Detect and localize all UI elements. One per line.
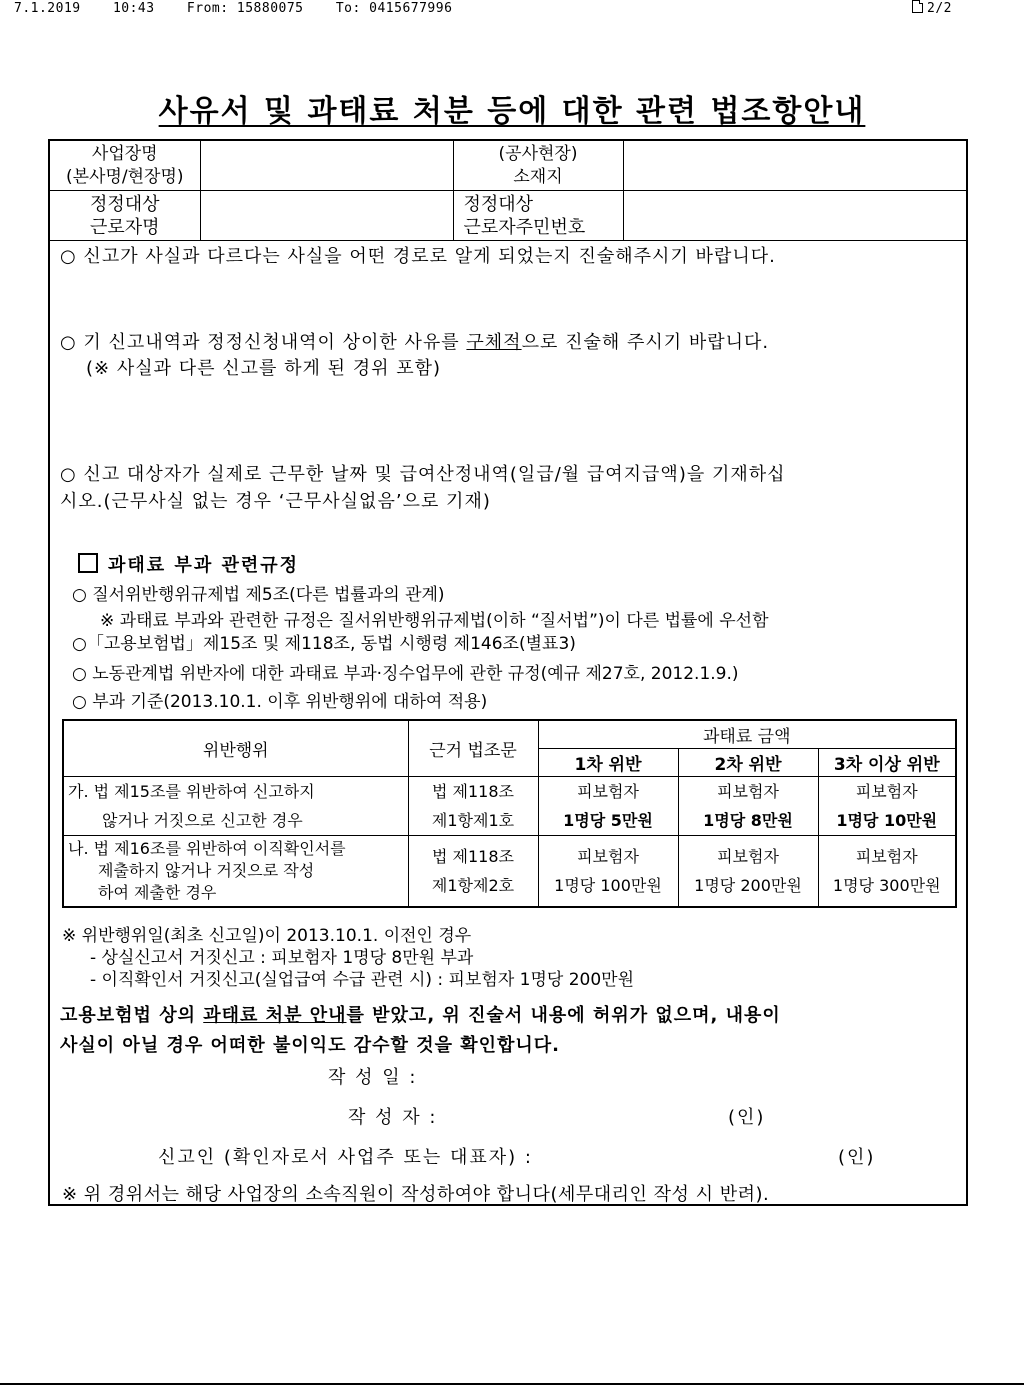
table-row xyxy=(63,836,956,908)
business-name-field[interactable] xyxy=(200,141,453,191)
reporter-seal: (인) xyxy=(838,1147,876,1168)
form-frame xyxy=(48,139,968,1206)
question-1: ○ 신고가 사실과 다르다는 사실을 어떤 경로로 알게 되었는지 진술해주시기 바랍니다. xyxy=(60,246,776,267)
fax-date: 7.1.2019 xyxy=(14,1,81,16)
fax-from: From: 15880075 xyxy=(186,1,304,16)
basis-cell: 법 제118조 제1항제1호 xyxy=(408,777,538,836)
regulations-heading: 과태료 부과 관련규정 xyxy=(78,551,299,577)
header-violation: 위반행위 xyxy=(63,720,408,777)
third-amount-cell: 피보험자 1명당 300만원 xyxy=(818,836,956,908)
violation-cell: 나. 법 제16조를 위반하여 이직확인서를 제출하지 않거나 거짓으로 작성 하여 제출한 경우 xyxy=(63,836,408,908)
page-icon xyxy=(912,0,923,13)
writer-seal: (인) xyxy=(728,1107,766,1128)
confirmation-line-1: 고용보험법 상의 과태료 처분 안내를 받았고, 위 진술서 내용에 허위가 없으며, 내용이 xyxy=(60,1005,781,1026)
fax-header xyxy=(14,0,1010,20)
site-location-field[interactable] xyxy=(623,141,966,191)
worker-id-field[interactable] xyxy=(623,191,966,241)
note-line-3: - 이직확인서 거짓신고(실업급여 수급 관련 시) : 피보험자 1명당 200만원 xyxy=(90,970,634,990)
second-amount-cell: 피보험자 1명당 8만원 xyxy=(678,777,818,836)
table-row xyxy=(63,777,956,836)
regulation-1: ○ 질서위반행위규제법 제5조(다른 법률과의 관계) xyxy=(72,585,445,605)
second-amount-cell: 피보험자 1명당 200만원 xyxy=(678,836,818,908)
regulation-3: ○ 노동관계법 위반자에 대한 과태료 부과·징수업무에 관한 규정(예규 제27호, 2012.1.9.) xyxy=(72,664,739,684)
note-line-2: - 상실신고서 거짓신고 : 피보험자 1명당 8만원 부과 xyxy=(90,948,474,968)
header-basis: 근거 법조문 xyxy=(408,720,538,777)
reporter-label: 신고인 (확인자로서 사업주 또는 대표자) : xyxy=(158,1147,533,1168)
worker-name-field[interactable] xyxy=(200,191,453,241)
site-location-label: (공사현장) 소재지 xyxy=(453,141,623,191)
writer-label: 작 성 자 : xyxy=(348,1107,438,1128)
worker-id-label: 정정대상 근로자주민번호 xyxy=(453,191,623,241)
regulation-4: ○ 부과 기준(2013.10.1. 이후 위반행위에 대하여 적용) xyxy=(72,692,488,712)
document-title: 사유서 및 과태료 처분 등에 대한 관련 법조항안내 xyxy=(158,94,866,129)
checkbox-icon xyxy=(78,553,98,573)
bottom-divider xyxy=(0,1383,1024,1385)
info-table xyxy=(50,141,966,241)
fax-time: 10:43 xyxy=(112,1,155,16)
regulation-1-note: ※ 과태료 부과와 관련한 규정은 질서위반행위규제법(이하 “질서법”)이 다른 법률에 우선함 xyxy=(100,611,769,631)
confirmation-line-2: 사실이 아닐 경우 어떠한 불이익도 감수할 것을 확인합니다. xyxy=(60,1035,561,1056)
basis-cell: 법 제118조 제1항제2호 xyxy=(408,836,538,908)
header-first: 1차 위반 xyxy=(538,749,678,777)
fax-to: To: 0415677996 xyxy=(335,1,453,16)
question-2-note: (※ 사실과 다른 신고를 하게 된 경위 포함) xyxy=(86,358,441,379)
question-2: ○ 기 신고내역과 정정신청내역이 상이한 사유를 구체적으로 진술해 주시기 바랍니다. xyxy=(60,332,770,353)
worker-name-label: 정정대상 근로자명 xyxy=(50,191,200,241)
penalty-table xyxy=(62,719,957,908)
first-amount-cell: 피보험자 1명당 100만원 xyxy=(538,836,678,908)
first-amount-cell: 피보험자 1명당 5만원 xyxy=(538,777,678,836)
fax-page: 2/2 xyxy=(927,1,952,16)
business-name-label: 사업장명 (본사명/현장명) xyxy=(50,141,200,191)
header-second: 2차 위반 xyxy=(678,749,818,777)
note-line-1: ※ 위반행위일(최초 신고일)이 2013.10.1. 이전인 경우 xyxy=(62,926,472,946)
regulation-2: ○「고용보험법」제15조 및 제118조, 동법 시행령 제146조(별표3) xyxy=(72,634,576,654)
footer-note: ※ 위 경위서는 해당 사업장의 소속직원이 작성하여야 합니다(세무대리인 작성 시 반려). xyxy=(62,1184,770,1205)
header-amount: 과태료 금액 xyxy=(538,720,956,749)
question-3-line2: 시오.(근무사실 없는 경우 ‘근무사실없음’으로 기재) xyxy=(60,491,491,512)
third-amount-cell: 피보험자 1명당 10만원 xyxy=(818,777,956,836)
header-third: 3차 이상 위반 xyxy=(818,749,956,777)
violation-cell: 가. 법 제15조를 위반하여 신고하지 않거나 거짓으로 신고한 경우 xyxy=(63,777,408,836)
date-label: 작 성 일 : xyxy=(328,1067,418,1088)
question-3-line1: ○ 신고 대상자가 실제로 근무한 날짜 및 급여산정내역(일급/월 급여지급액)을 기재하십 xyxy=(60,464,786,485)
